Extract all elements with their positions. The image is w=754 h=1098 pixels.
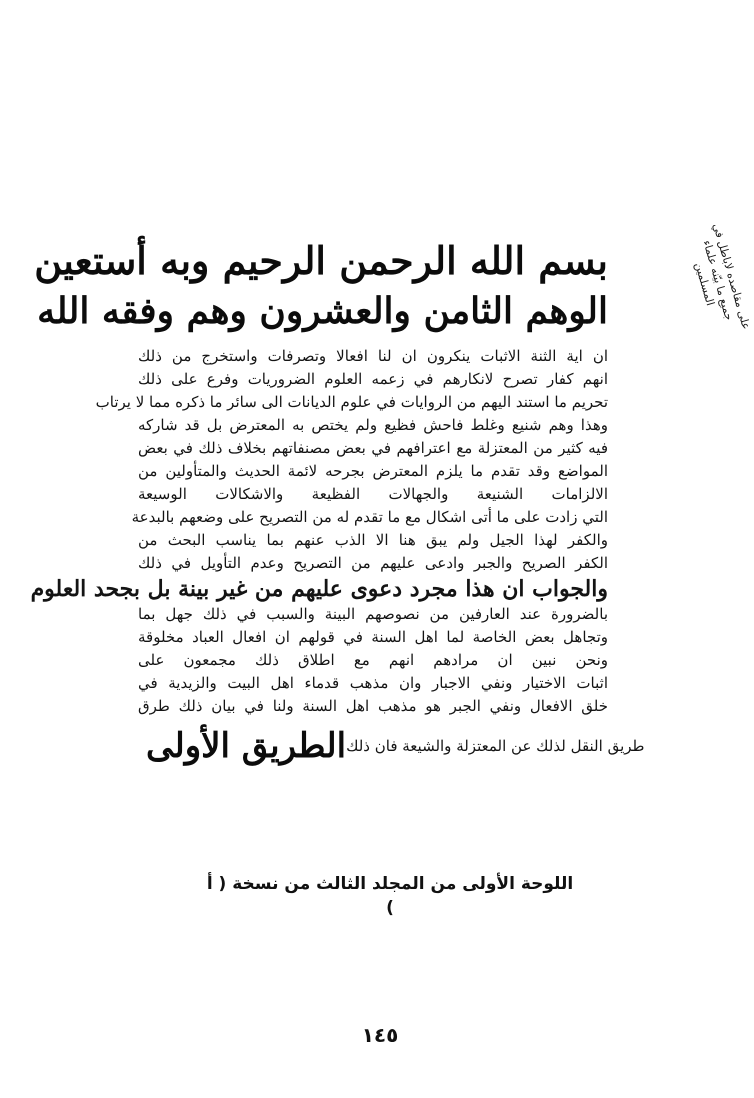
manuscript-line-answer: والجواب ان هذا مجرد دعوى عليهم من غير بينة بل بجحد العلوم: [30, 576, 608, 602]
manuscript-line: تحريم ما استند اليهم من الروايات في علوم الديانات الى سائر ما ذكره مما لا يرتاب: [95, 393, 608, 411]
manuscript-line: وتجاهل بعض الخاصة لما اهل السنة في قولهم ان افعال العباد مخلوقة: [138, 628, 608, 646]
manuscript-line: اثبات الاختيار ونفي الاجبار وان مذهب قدماء اهل البيت والزيدية في: [138, 674, 608, 692]
manuscript-line: التي زادت على ما أتى اشكال مع ما تقدم له من التصريح على وضعهم بالبدعة: [131, 508, 608, 526]
manuscript-line: وهذا وهم شنيع وغلط فاحش فظيع ولم يختص به المعترض بل قد شاركه: [138, 416, 608, 434]
manuscript-line: الكفر الصريح والجبر وادعى عليهم من التصريح وعدم التأويل في ذلك: [138, 554, 608, 572]
page-number: ١٤٥: [361, 1023, 399, 1047]
manuscript-heading-title: الوهم الثامن والعشرون وهم وفقه الله: [37, 290, 608, 332]
manuscript-line: المواضع وقد تقدم ما يلزم المعترض بجرحه لائمة الحديث والمتأولين من: [138, 462, 608, 480]
manuscript-line: ونحن نبين ان مرادهم انهم مع اطلاق ذلك مجمعون على: [138, 651, 608, 669]
section-heading-text: طريق النقل لذلك عن المعتزلة والشيعة فان ذلك: [346, 737, 645, 755]
manuscript-line: ان اية الثنة الاثبات ينكرون ان لنا افعالا وتصرفات واستخرج من ذلك: [138, 347, 608, 365]
manuscript-heading-basmala: بسم الله الرحمن الرحيم وبه أستعين: [34, 238, 608, 283]
manuscript-line: والكفر لهذا الجيل ولم يبق هنا الا الذب عنهم بما يناسب البحث من: [138, 531, 608, 549]
manuscript-body: [30, 345, 645, 770]
section-heading-row: [138, 722, 645, 770]
section-heading: الطريق الأولى: [146, 726, 347, 766]
margin-note: على مقاصده لاباطل في جميع ما بيّنه علماء المسلمين: [692, 221, 753, 331]
plate-caption: اللوحة الأولى من المجلد الثالث من نسخة ( أ ): [206, 874, 574, 918]
manuscript-scan: [30, 205, 753, 865]
manuscript-line: انهم كفار تصرح لانكارهم في زعمه العلوم الضروريات وفرع على ذلك: [138, 370, 608, 388]
manuscript-line: خلق الافعال ونفي الجبر هو مذهب اهل السنة ولنا في بيان ذلك طرق: [138, 697, 608, 715]
manuscript-line: فيه كثير من المعتزلة مع اعترافهم في بعض مصنفاتهم بخلاف ذلك في بعض: [138, 439, 608, 457]
manuscript-line: بالضرورة عند العارفين من نصوصهم البينة والسبب في ذلك جهل بما: [138, 605, 608, 623]
manuscript-line: الالزامات الشنيعة والجهالات الفظيعة والاشكالات الوسيعة: [138, 485, 608, 503]
